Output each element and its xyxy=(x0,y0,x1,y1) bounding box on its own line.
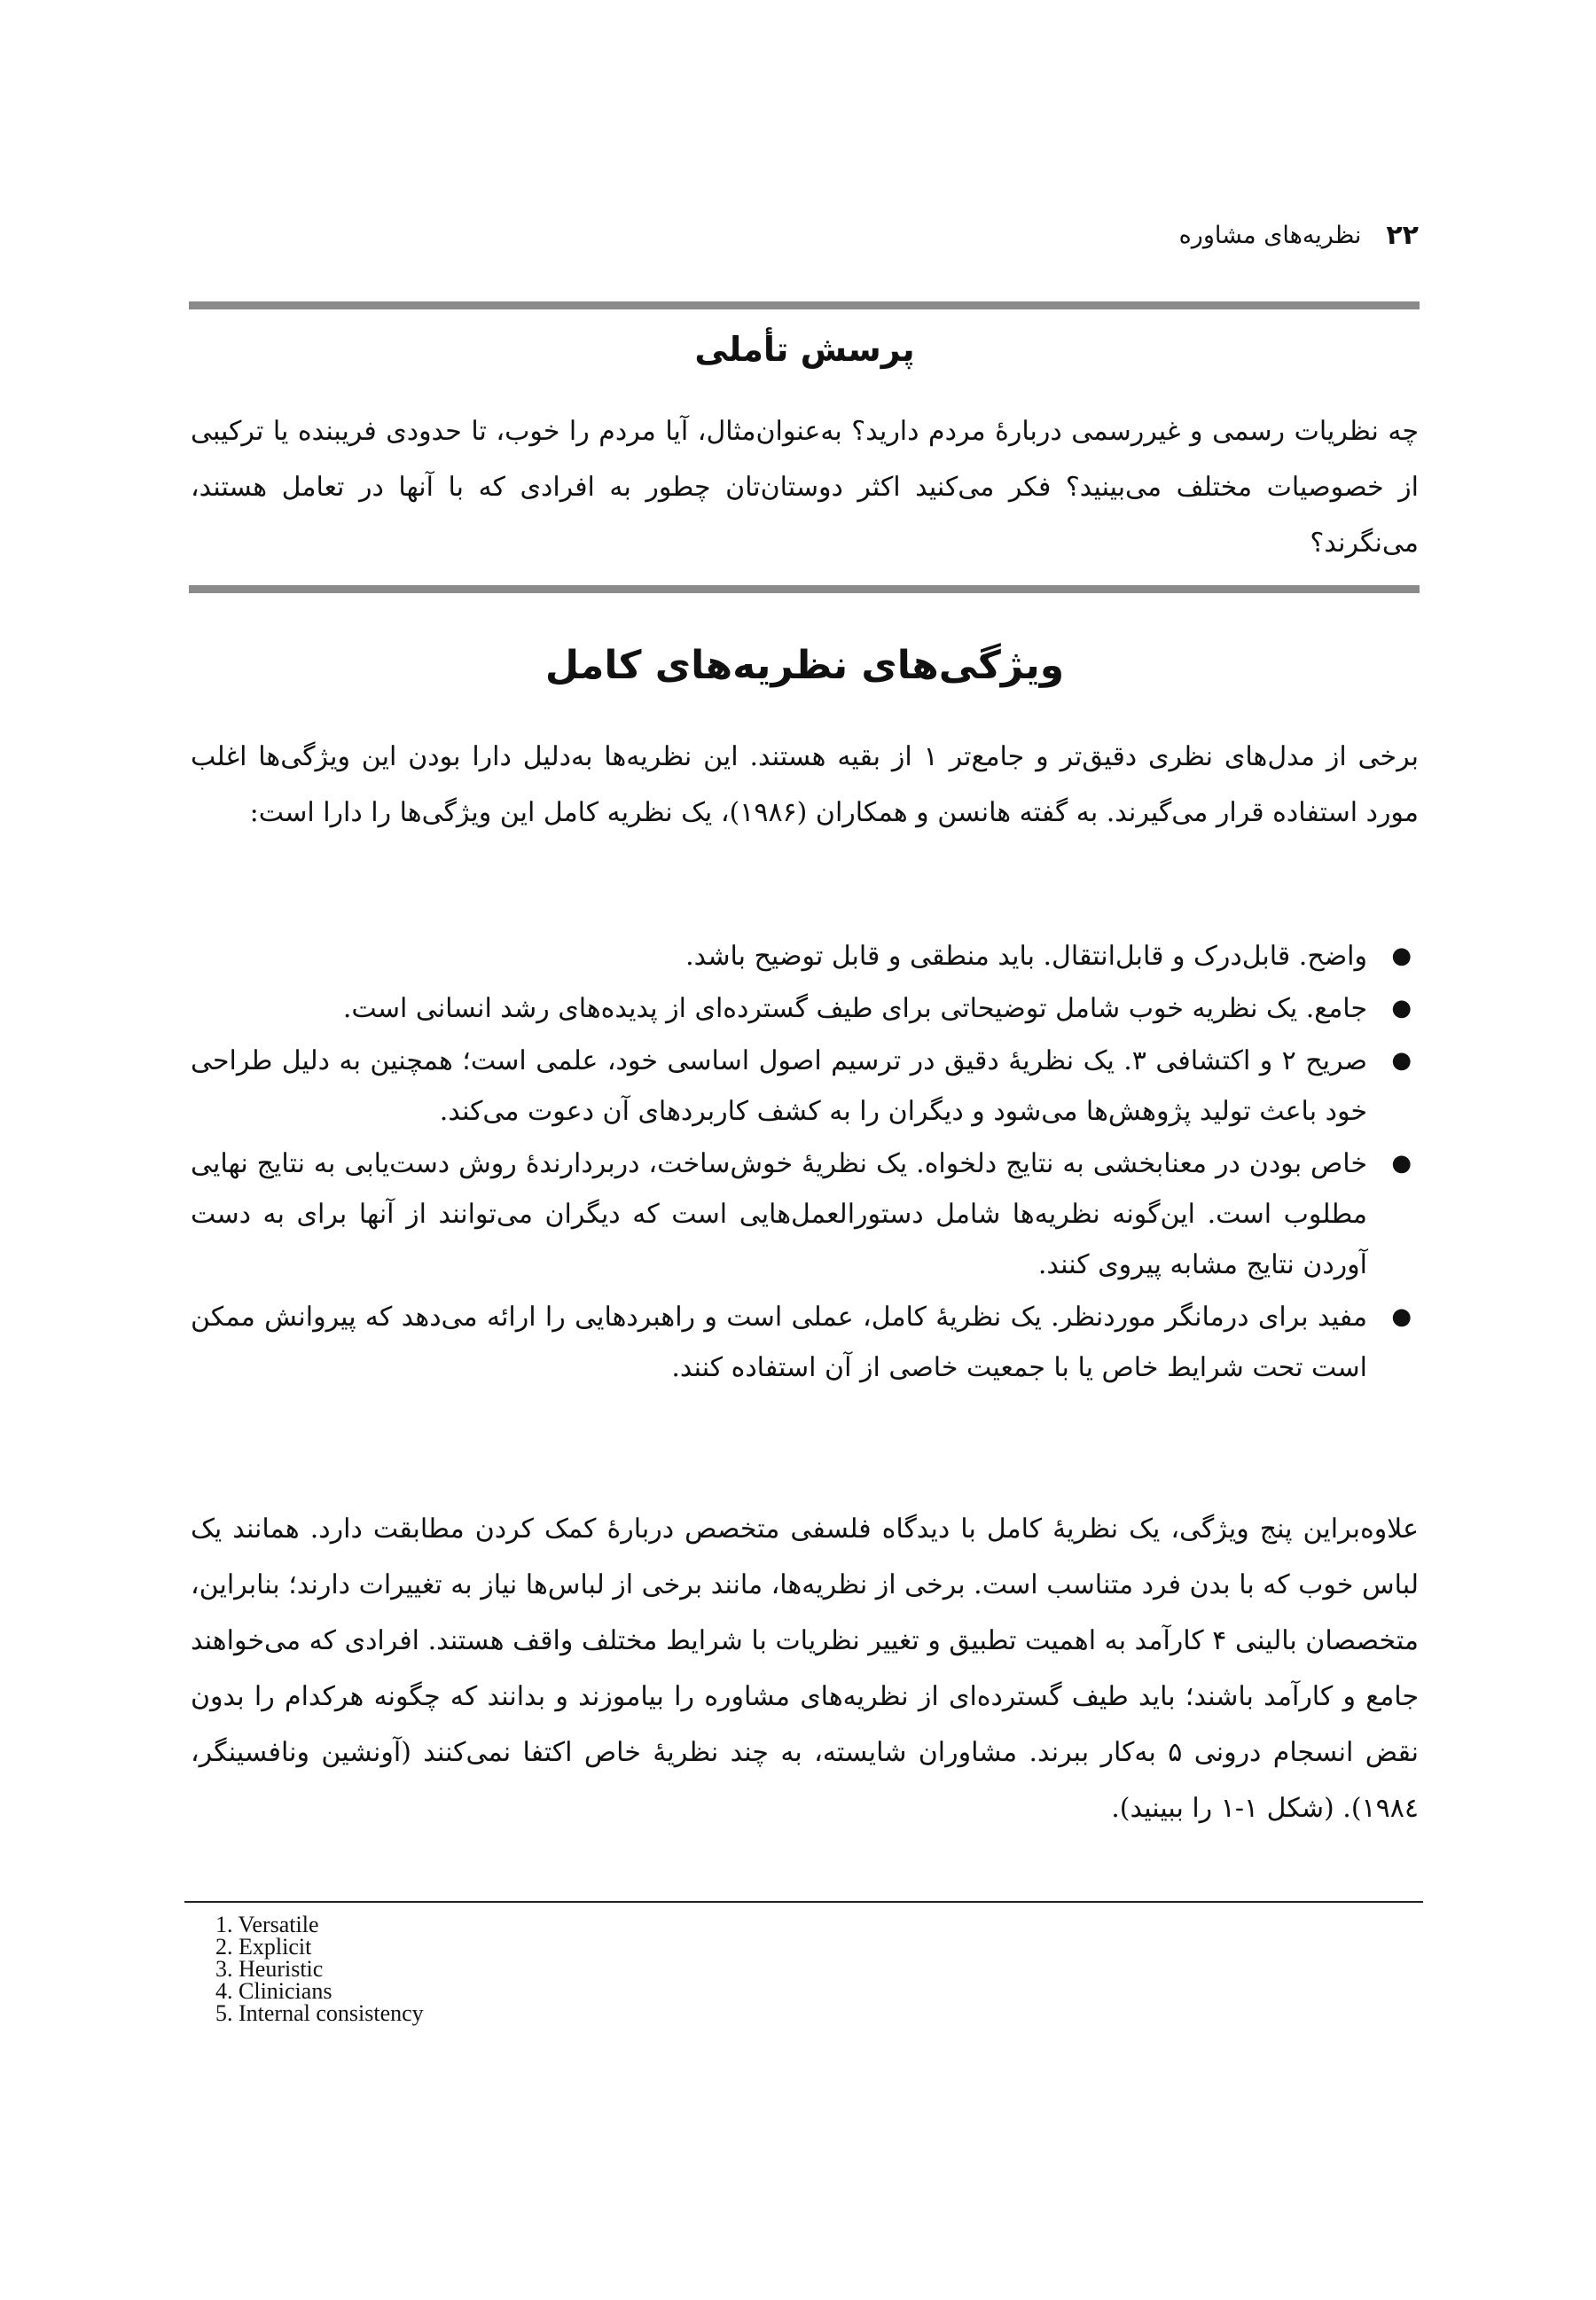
list-item-text: جامع. یک نظریه خوب شامل توضیحاتی برای طیف گسترده‌ای از پدیده‌های رشد انسانی است. xyxy=(342,993,1367,1024)
running-header xyxy=(266,213,1419,257)
bullet-icon: ● xyxy=(1391,995,1412,1021)
list-item xyxy=(191,983,1419,1034)
bullet-icon: ● xyxy=(1391,1047,1412,1074)
footnotes xyxy=(215,1913,1013,2024)
section-heading: ویژگی‌های نظریه‌های کامل xyxy=(544,643,1065,688)
book-title: نظریه‌های مشاوره xyxy=(1178,221,1362,249)
list-item-text: واضح. قابل‌درک و قابل‌انتقال. باید منطقی و قابل توضیح باشد. xyxy=(685,941,1367,972)
bullet-icon: ● xyxy=(1391,1150,1412,1177)
intro-paragraph: برخی از مدل‌های نظری دقیق‌تر و جامع‌تر ۱ از بقیه هستند. این نظریه‌ها به‌دلیل دارا بودن این ویژگی‌ها اغلب مورد استفاده قرار می‌گیرند. به گفته هانسن و همکاران (۱۹۸۶)، یک نظریه کامل این ویژگی‌ها را دارا است: xyxy=(191,741,1419,828)
list-item-text: خاص بودن در معنابخشی به نتایج دلخواه. یک نظریهٔ خوش‌ساخت، دربردارندهٔ روش دست‌یابی به نتایج نهایی مطلوب است. این‌گونه نظریه‌ها شامل دستورالعمل‌هایی است که دیگران می‌توانند از آنها برای به دست آوردن نتایج مشابه پیروی کنند. xyxy=(191,1148,1367,1280)
bullet-icon: ● xyxy=(1391,943,1412,969)
footnote: 4. Clinicians xyxy=(215,1978,332,2004)
list-item-text: صریح ۲ و اکتشافی ۳. یک نظریهٔ دقیق در ترسیم اصول اساسی خود، علمی است؛ همچنین به دلیل طراحی خود باعث تولید پژوهش‌ها می‌شود و دیگران را به کشف کاربردهای آن دعوت می‌کند. xyxy=(191,1045,1367,1127)
list-item xyxy=(191,1292,1419,1393)
list-item xyxy=(191,1036,1419,1137)
footnote: 5. Internal consistency xyxy=(215,2000,424,2026)
characteristics-list xyxy=(191,931,1419,1395)
box-bottom-rule xyxy=(189,585,1420,593)
list-item xyxy=(191,1138,1419,1290)
footnote: 1. Versatile xyxy=(215,1912,319,1937)
list-item xyxy=(191,931,1419,982)
page-number: ۲۲ xyxy=(1386,219,1419,251)
reflection-box-text: چه نظریات رسمی و غیررسمی دربارهٔ مردم دارید؟ به‌عنوان‌مثال، آیا مردم را خوب، تا حدودی فریبنده یا ترکیبی از خصوصیات مختلف می‌بینید؟ فکر می‌کنید اکثر دوستان‌تان چطور به افرادی که با آنها در تعامل هستند، می‌نگرند؟ xyxy=(191,416,1419,559)
footnote: 3. Heuristic xyxy=(215,1956,324,1982)
footnote: 2. Explicit xyxy=(215,1934,312,1960)
closing-paragraph: علاوه‌براین پنج ویژگی، یک نظریهٔ کامل با دیدگاه فلسفی متخصص دربارهٔ کمک کردن مطابقت دارد. همانند یک لباس خوب که با بدن فرد متناسب است. برخی از نظریه‌ها، مانند برخی از لباس‌ها نیاز به تغییرات دارند؛ بنابراین، متخصصان بالینی ۴ کارآمد به اهمیت تطبیق و تغییر نظریات با شرایط مختلف واقف هستند. افرادی که می‌خواهند جامع و کارآمد باشند؛ باید طیف گسترده‌ای از نظریه‌های مشاوره را بیاموزند و بدانند که چگونه هرکدام را بدون نقض انسجام درونی ۵ به‌کار ببرند. مشاوران شایسته، به چند نظریهٔ خاص اکتفا نمی‌کنند (آونشین ونافسینگر، ۱۹۸٤). (شکل ۱-۱ را ببینید). xyxy=(191,1514,1420,1824)
footnote-divider xyxy=(184,1901,1423,1903)
box-top-rule xyxy=(189,301,1420,309)
reflection-box-title: پرسش تأملی xyxy=(694,330,915,369)
list-item-text: مفید برای درمانگر موردنظر. یک نظریهٔ کامل، عملی است و راهبردهایی را ارائه می‌دهد که پیروانش ممکن است تحت شرایط خاص یا با جمعیت خاصی از آن استفاده کنند. xyxy=(191,1302,1367,1383)
bullet-icon: ● xyxy=(1391,1303,1412,1330)
